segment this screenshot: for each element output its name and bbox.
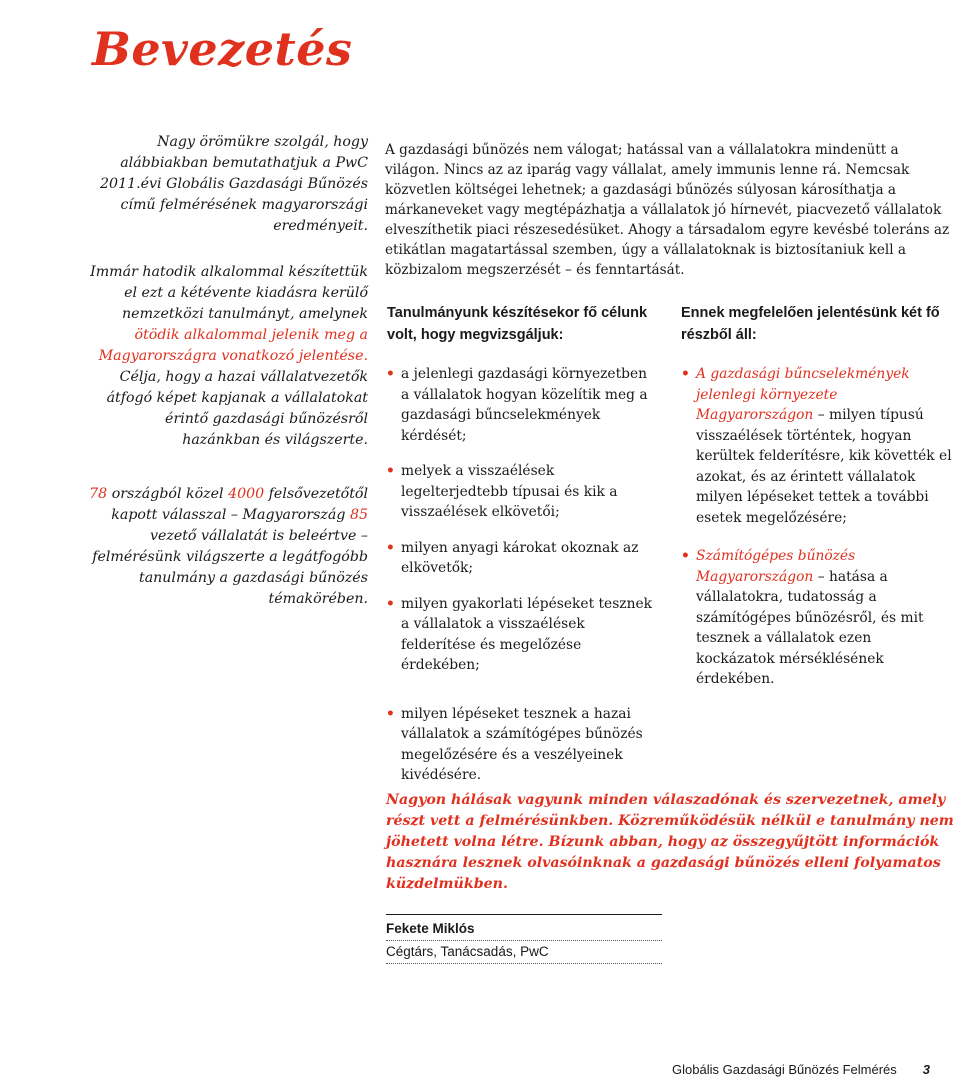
page-footer: [672, 1062, 930, 1077]
list-item: [681, 546, 953, 690]
objectives-heading: Tanulmányunk készítésekor fő célunk volt, hogy megvizsgáljuk:: [387, 305, 648, 343]
list-item: • milyen gyakorlati lépéseket tesznek a vállalatok a visszaélések felderítése és megelőzése érdekében;: [386, 594, 654, 676]
signature-name: Fekete Miklós: [386, 921, 475, 936]
footer-title: Globális Gazdasági Bűnözés Felmérés: [672, 1062, 897, 1077]
list-item: • a jelenlegi gazdasági környezetben a vállalatok hogyan közelítik meg a gazdasági bűncselekmények kérdését;: [386, 364, 654, 446]
signature-role: Cégtárs, Tanácsadás, PwC: [386, 944, 549, 959]
stat-countries: 78: [89, 486, 108, 502]
page-number: 3: [922, 1062, 930, 1077]
stat-hungarian-companies: 85: [349, 507, 368, 523]
intro-text: vezető vállalatát is beleértve – felmérésünk világszerte a legátfogóbb tanulmány a gazdasági bűnözés témakörében.: [92, 528, 368, 607]
intro-text: Célja, hogy a hazai vállalatvezetők átfogó képet kapjanak a vállalatokat érintő gazdasági bűnözésről hazánkban és világszerte.: [106, 369, 368, 448]
page-title: Bevezetés: [92, 22, 353, 76]
objectives-list: [386, 364, 654, 801]
signature-rule: [386, 914, 662, 915]
signature-dotted-rule: [386, 963, 662, 964]
intro-text: felsővezetőtől kapott válasszal – Magyarország: [111, 486, 368, 523]
stat-respondents: 4000: [228, 486, 265, 502]
report-structure-list: [681, 364, 953, 705]
list-item: • milyen lépéseket tesznek a hazai vállalatok a számítógépes bűnözés megelőzésére és a veszélyeinek kivédésére.: [386, 704, 654, 786]
signature-dotted-rule: [386, 940, 662, 941]
intro-text: Nagy örömükre szolgál, hogy alábbiakban bemutathatjuk a PwC 2011.évi Globális Gazdasági Bűnözés című felmérésének magyarországi eredményeit.: [100, 134, 368, 234]
list-item: • milyen anyagi károkat okoznak az elkövetők;: [386, 538, 654, 579]
intro-text: Immár hatodik alkalommal készítettük el ezt a kétévente kiadásra kerülő nemzetközi tanulmányt, amelynek: [90, 264, 368, 322]
list-item: • melyek a visszaélések legelterjedtebb típusai és kik a visszaélések elkövetői;: [386, 461, 654, 523]
body-paragraph: A gazdasági bűnözés nem válogat; hatással van a vállalatokra mindenütt a világon. Nincs az az iparág vagy vállalat, amely immunis lenne rá. Nemcsak közvetlen költségei lehetnek; a gazdasági bűnözés súlyosan károsíthatja a márkaneveket vagy megtépázhatja a vállalatok jó hírnevét, piacvezető vállalatok elveszíthetik piaci részesedésüket. Ahogy a társadalom egyre kevésbé toleráns az etikátlan magatartással szemben, úgy a vállalatoknak is biztosítaniuk kell a közbizalom megszerzését – és fenntartását.: [385, 142, 950, 278]
intro-text: országból közel: [107, 486, 229, 502]
list-item: [681, 364, 953, 528]
report-structure-heading: Ennek megfelelően jelentésünk két fő részből áll:: [681, 305, 940, 343]
intro-paragraph-3: [88, 484, 368, 610]
section-title: A gazdasági bűncselekmények jelenlegi környezete Magyarországon: [696, 366, 910, 423]
section-description: – milyen típusú visszaélések történtek, hogyan kerültek felderítésre, kik követték el azokat, és az érintett vállalatok milyen lépéseket tettek a további esetek megelőzésére;: [696, 407, 952, 526]
thanks-paragraph: Nagyon hálásak vagyunk minden válaszadónak és szervezetnek, amely részt vett a felmérésünkben. Közreműködésük nélkül e tanulmány nem jöhetett volna létre. Bízunk abban, hogy az összegyűjtött információk hasznára lesznek olvasóinknak a gazdasági bűnözés elleni folyamatos küzdelmükben.: [386, 792, 954, 892]
intro-paragraph-1: [88, 132, 368, 237]
signature-block: [386, 914, 662, 964]
intro-highlight: ötödik alkalommal jelenik meg a Magyarországra vonatkozó jelentése.: [98, 327, 368, 364]
intro-paragraph-2: [88, 262, 368, 451]
section-title: Számítógépes bűnözés Magyarországon: [696, 548, 856, 585]
section-description: – hatása a vállalatokra, tudatosság a számítógépes bűnözésről, és mit tesznek a vállalatok ezen kockázatok mérséklésének érdekében.: [696, 568, 924, 687]
